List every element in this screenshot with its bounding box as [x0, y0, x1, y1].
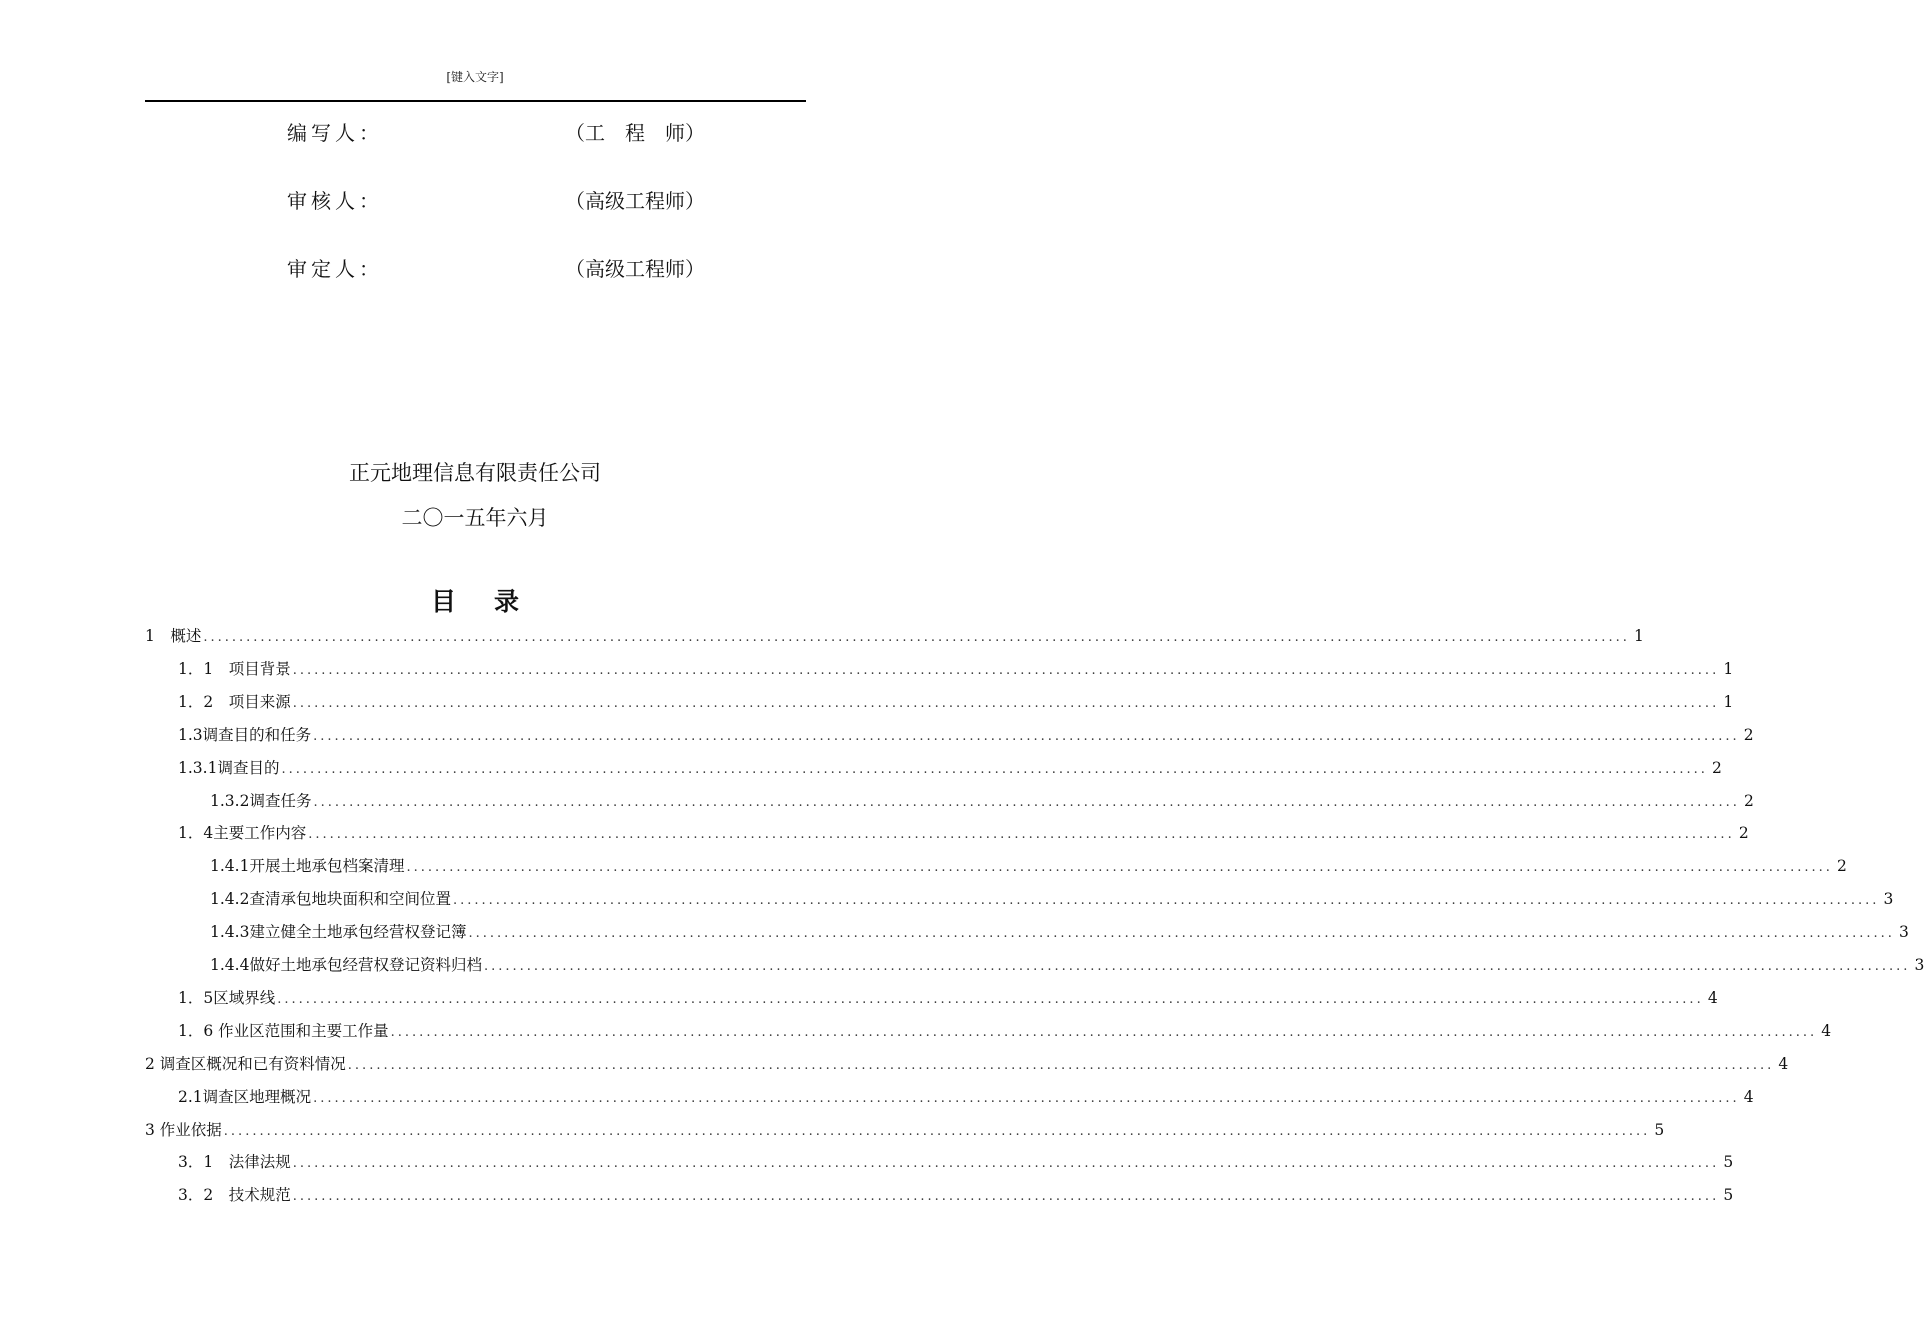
toc-entry-page: 4	[1778, 1054, 1789, 1073]
toc-entry-label: 3．1 法律法规	[178, 1153, 291, 1172]
toc-dot-leader: ........................................................................................................................................................................................................	[313, 1090, 1740, 1106]
toc-dot-leader: ........................................................................................................................................................................................................	[390, 1024, 1818, 1040]
toc-entry-page: 1	[1723, 659, 1734, 678]
toc-entry-label: 1．1 项目背景	[178, 659, 291, 678]
toc-entry[interactable]	[145, 1052, 1789, 1076]
toc-entry[interactable]	[178, 1085, 1754, 1109]
signature-label: 审定人：	[287, 257, 383, 281]
toc-dot-leader: ........................................................................................................................................................................................................	[203, 630, 1630, 645]
toc-entry-label: 3．2 技术规范	[178, 1186, 291, 1205]
toc-entry-page: 1	[1723, 692, 1734, 711]
toc-entry-page: 4	[1743, 1087, 1754, 1106]
toc-entry-label: 1．5区域界线	[178, 988, 276, 1007]
toc-entry-label: 1.3.2调查任务	[210, 791, 312, 810]
toc-dot-leader: ........................................................................................................................................................................................................	[483, 959, 1911, 974]
toc-dot-leader: ........................................................................................................................................................................................................	[347, 1057, 1775, 1073]
toc-entry-label: 1.4.4做好土地承包经营权登记资料归档	[210, 956, 482, 974]
toc-entry-page: 1	[1633, 627, 1644, 645]
toc-entry-label: 1．4主要工作内容	[178, 824, 307, 843]
toc-entry-label: 1.3.1调查目的	[178, 758, 280, 777]
signature-label: 审核人：	[287, 189, 383, 213]
toc-dot-leader: ........................................................................................................................................................................................................	[281, 761, 1708, 777]
toc-entry[interactable]	[178, 723, 1754, 747]
toc-dot-leader: ........................................................................................................................................................................................................	[292, 1189, 1720, 1205]
toc-entry-page: 3	[1899, 923, 1909, 942]
header-rule	[145, 100, 806, 102]
toc-entry[interactable]	[178, 657, 1734, 681]
toc-entry-label: 2 调查区概况和已有资料情况	[145, 1054, 346, 1073]
toc-entry-label: 1.3调查目的和任务	[178, 725, 312, 744]
toc-dot-leader: ........................................................................................................................................................................................................	[292, 695, 1720, 711]
toc-entry-page: 5	[1654, 1120, 1665, 1139]
signature-row-writer	[0, 117, 950, 147]
toc-entry[interactable]	[210, 887, 1894, 911]
toc-entry[interactable]	[178, 1150, 1734, 1174]
toc-dot-leader: ........................................................................................................................................................................................................	[452, 893, 1880, 909]
toc-entry-page: 4	[1707, 988, 1718, 1007]
toc-entry-page: 2	[1743, 725, 1754, 744]
signature-label: 编写人：	[287, 121, 383, 145]
toc-entry[interactable]	[210, 789, 1754, 813]
toc-dot-leader: ........................................................................................................................................................................................................	[406, 860, 1833, 876]
toc-entry[interactable]	[145, 624, 1644, 648]
toc-entry-label: 3 作业依据	[145, 1120, 222, 1139]
toc-title: 目录	[430, 587, 557, 616]
toc-entry-label: 1.4.3建立健全土地承包经营权登记簿	[210, 923, 467, 942]
toc-entry[interactable]	[210, 953, 1924, 977]
toc-entry-label: 1．6 作业区范围和主要工作量	[178, 1021, 389, 1040]
toc-entry-page: 2	[1837, 857, 1847, 876]
toc-entry-page: 3	[1914, 956, 1924, 974]
toc-entry-label: 1 概述	[145, 627, 202, 645]
signature-row-approver	[0, 253, 950, 283]
toc-dot-leader: ........................................................................................................................................................................................................	[308, 827, 1735, 843]
toc-entry-label: 1．2 项目来源	[178, 692, 291, 711]
toc-entry-page: 5	[1723, 1153, 1734, 1172]
toc-entry[interactable]	[210, 854, 1847, 878]
toc-entry[interactable]	[178, 1183, 1734, 1207]
toc-entry-page: 4	[1821, 1021, 1832, 1040]
toc-entry-page: 2	[1738, 824, 1749, 843]
toc-entry-label: 1.4.2查清承包地块面积和空间位置	[210, 890, 451, 909]
toc-dot-leader: ........................................................................................................................................................................................................	[313, 794, 1740, 810]
toc-entry[interactable]	[178, 756, 1722, 780]
toc-entry-page: 3	[1883, 890, 1894, 909]
toc-entry-page: 5	[1723, 1186, 1734, 1205]
toc-entry[interactable]	[178, 986, 1718, 1010]
toc-entry-page: 2	[1744, 791, 1754, 810]
signature-title: （高级工程师）	[565, 189, 705, 213]
toc-dot-leader: ........................................................................................................................................................................................................	[292, 1156, 1720, 1172]
toc-entry[interactable]	[210, 920, 1909, 944]
header-placeholder: [键入文字]	[446, 70, 504, 84]
toc-entry-label: 1.4.1开展土地承包档案清理	[210, 857, 405, 876]
document-date: 二〇一五年六月	[401, 506, 549, 530]
signature-title: （高级工程师）	[565, 257, 705, 281]
signature-title: （工 程 师）	[565, 121, 705, 145]
toc-dot-leader: ........................................................................................................................................................................................................	[277, 991, 1704, 1007]
toc-entry[interactable]	[178, 821, 1749, 845]
toc-entry-page: 2	[1712, 758, 1722, 777]
toc-entry[interactable]	[145, 1118, 1665, 1142]
toc-dot-leader: ........................................................................................................................................................................................................	[468, 926, 1895, 942]
company-name: 正元地理信息有限责任公司	[349, 461, 601, 485]
signature-row-reviewer	[0, 185, 950, 215]
toc-dot-leader: ........................................................................................................................................................................................................	[223, 1123, 1651, 1139]
toc-entry[interactable]	[178, 690, 1734, 714]
toc-entry-label: 2.1调查区地理概况	[178, 1087, 312, 1106]
toc-entry[interactable]	[178, 1019, 1832, 1043]
toc-dot-leader: ........................................................................................................................................................................................................	[292, 662, 1720, 678]
toc-dot-leader: ........................................................................................................................................................................................................	[313, 728, 1740, 744]
